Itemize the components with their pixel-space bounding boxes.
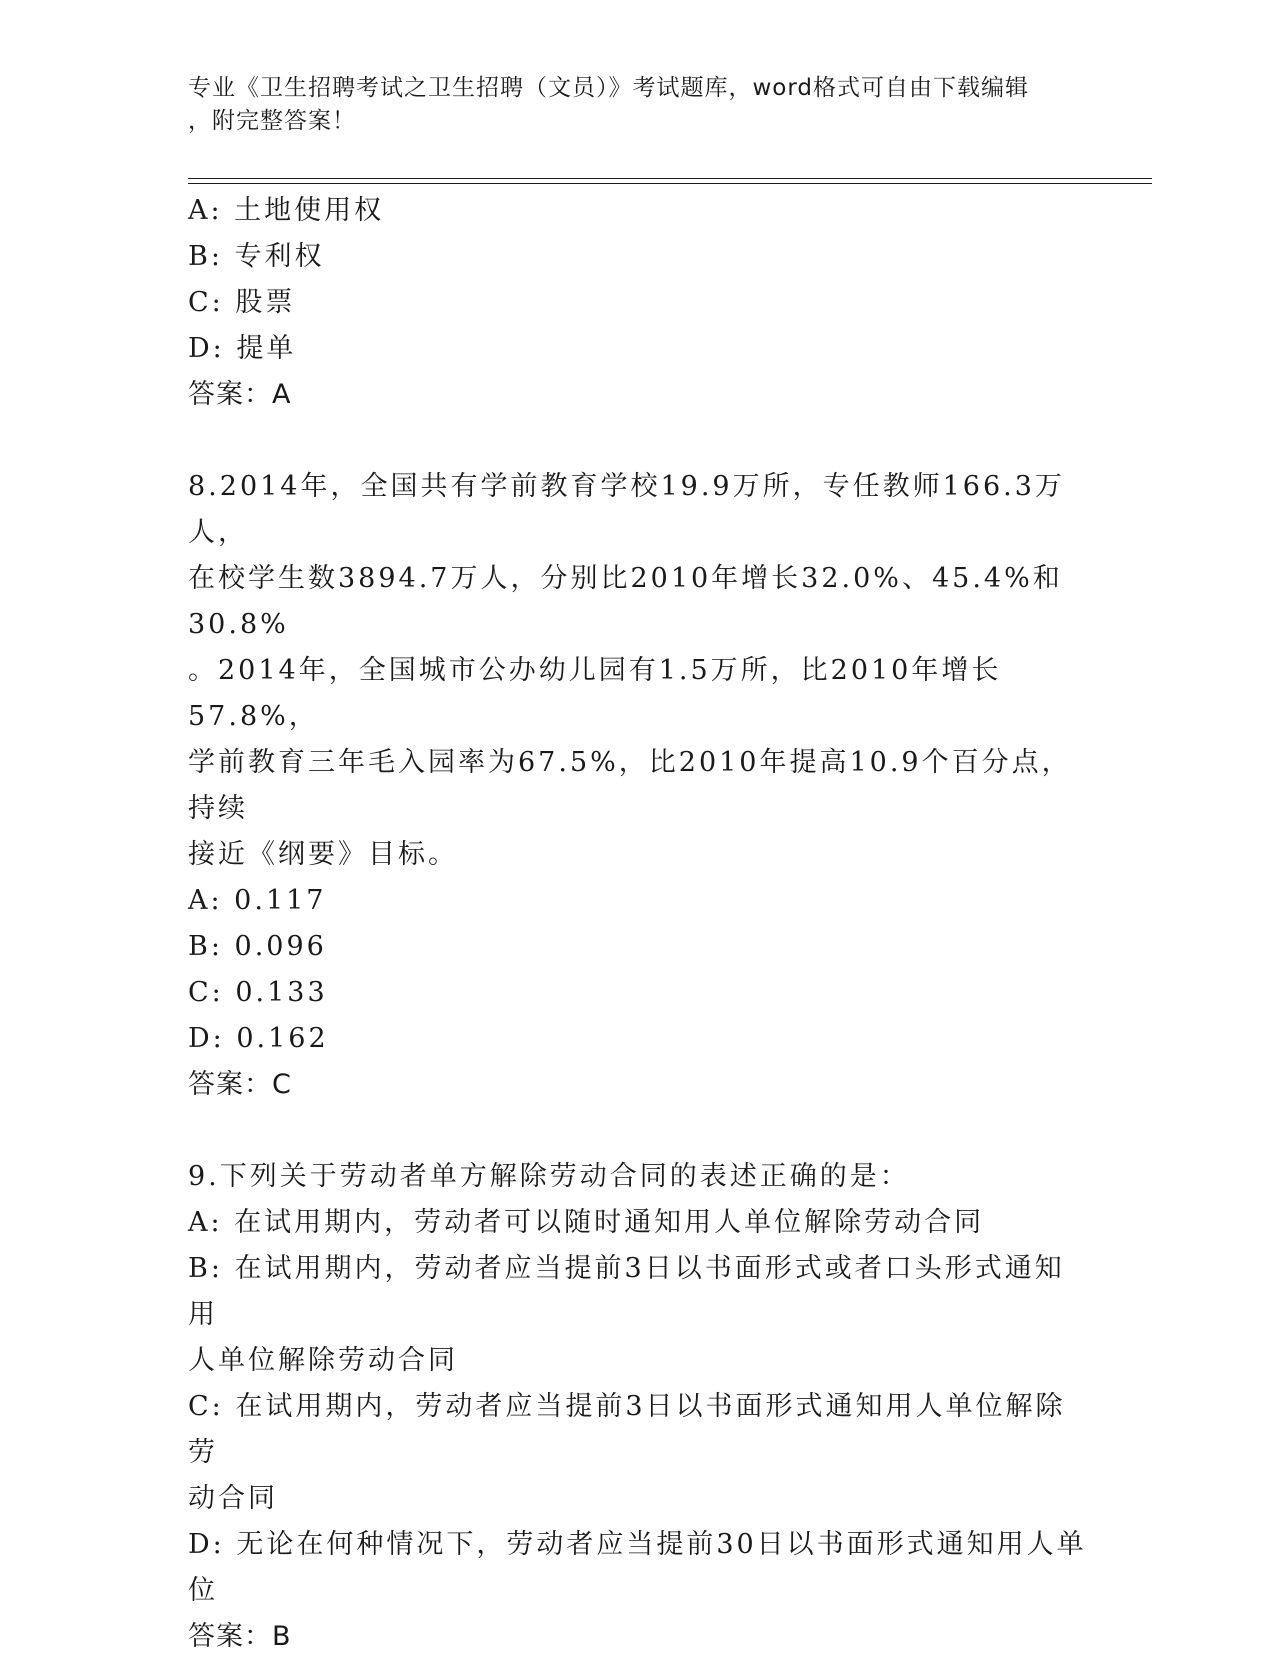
q7-option-c: C: 股票 xyxy=(188,287,296,318)
q9-option-c-line-1: C: 在试用期内，劳动者应当提前3日以书面形式通知用人单位解除劳 xyxy=(188,1391,1066,1468)
document-header xyxy=(188,72,1088,138)
q9-stem: 9.下列关于劳动者单方解除劳动合同的表述正确的是： xyxy=(188,1161,910,1192)
q9-option-c-line-2: 动合同 xyxy=(188,1483,278,1514)
header-rule-top xyxy=(188,178,1152,179)
q8-option-b: B: 0.096 xyxy=(188,931,327,962)
q9-answer: 答案：B xyxy=(188,1621,292,1652)
q8-stem-line-5: 接近《纲要》目标。 xyxy=(188,839,458,870)
question-7 xyxy=(188,188,1088,418)
q8-stem-line-2: 在校学生数3894.7万人，分别比2010年增长32.0%、45.4%和30.8% xyxy=(188,563,1063,640)
q7-option-d: D: 提单 xyxy=(188,333,297,364)
q9-option-d-line-2: 位 xyxy=(188,1575,218,1606)
q8-option-c: C: 0.133 xyxy=(188,977,328,1008)
question-8 xyxy=(188,464,1088,1108)
q8-answer: 答案：C xyxy=(188,1069,292,1100)
spacer xyxy=(188,1108,1088,1154)
q8-stem-line-1: 8.2014年，全国共有学前教育学校19.9万所，专任教师166.3万人， xyxy=(188,471,1065,548)
header-line-1: 专业《卫生招聘考试之卫生招聘（文员）》考试题库，word格式可自由下载编辑 xyxy=(188,75,1030,101)
q9-option-d-line-1: D: 无论在何种情况下，劳动者应当提前30日以书面形式通知用人单 xyxy=(188,1529,1087,1560)
q7-answer: 答案：A xyxy=(188,379,292,410)
header-line-2: ，附完整答案！ xyxy=(188,108,356,134)
spacer xyxy=(188,418,1088,464)
q7-option-b: B: 专利权 xyxy=(188,241,325,272)
q8-stem-line-3: 。2014年，全国城市公办幼儿园有1.5万所，比2010年增长57.8%， xyxy=(188,655,1002,732)
q8-option-d: D: 0.162 xyxy=(188,1023,329,1054)
question-content xyxy=(188,188,1088,1660)
q8-option-a: A: 0.117 xyxy=(188,885,327,916)
q9-option-b-line-1: B: 在试用期内，劳动者应当提前3日以书面形式或者口头形式通知用 xyxy=(188,1253,1065,1330)
q8-stem-line-4: 学前教育三年毛入园率为67.5%，比2010年提高10.9个百分点，持续 xyxy=(188,747,1072,824)
q9-option-a: A: 在试用期内，劳动者可以随时通知用人单位解除劳动合同 xyxy=(188,1207,985,1238)
q7-option-a: A: 土地使用权 xyxy=(188,195,385,226)
question-9 xyxy=(188,1154,1088,1660)
header-rule-bottom xyxy=(188,183,1152,184)
q9-option-b-line-2: 人单位解除劳动合同 xyxy=(188,1345,458,1376)
